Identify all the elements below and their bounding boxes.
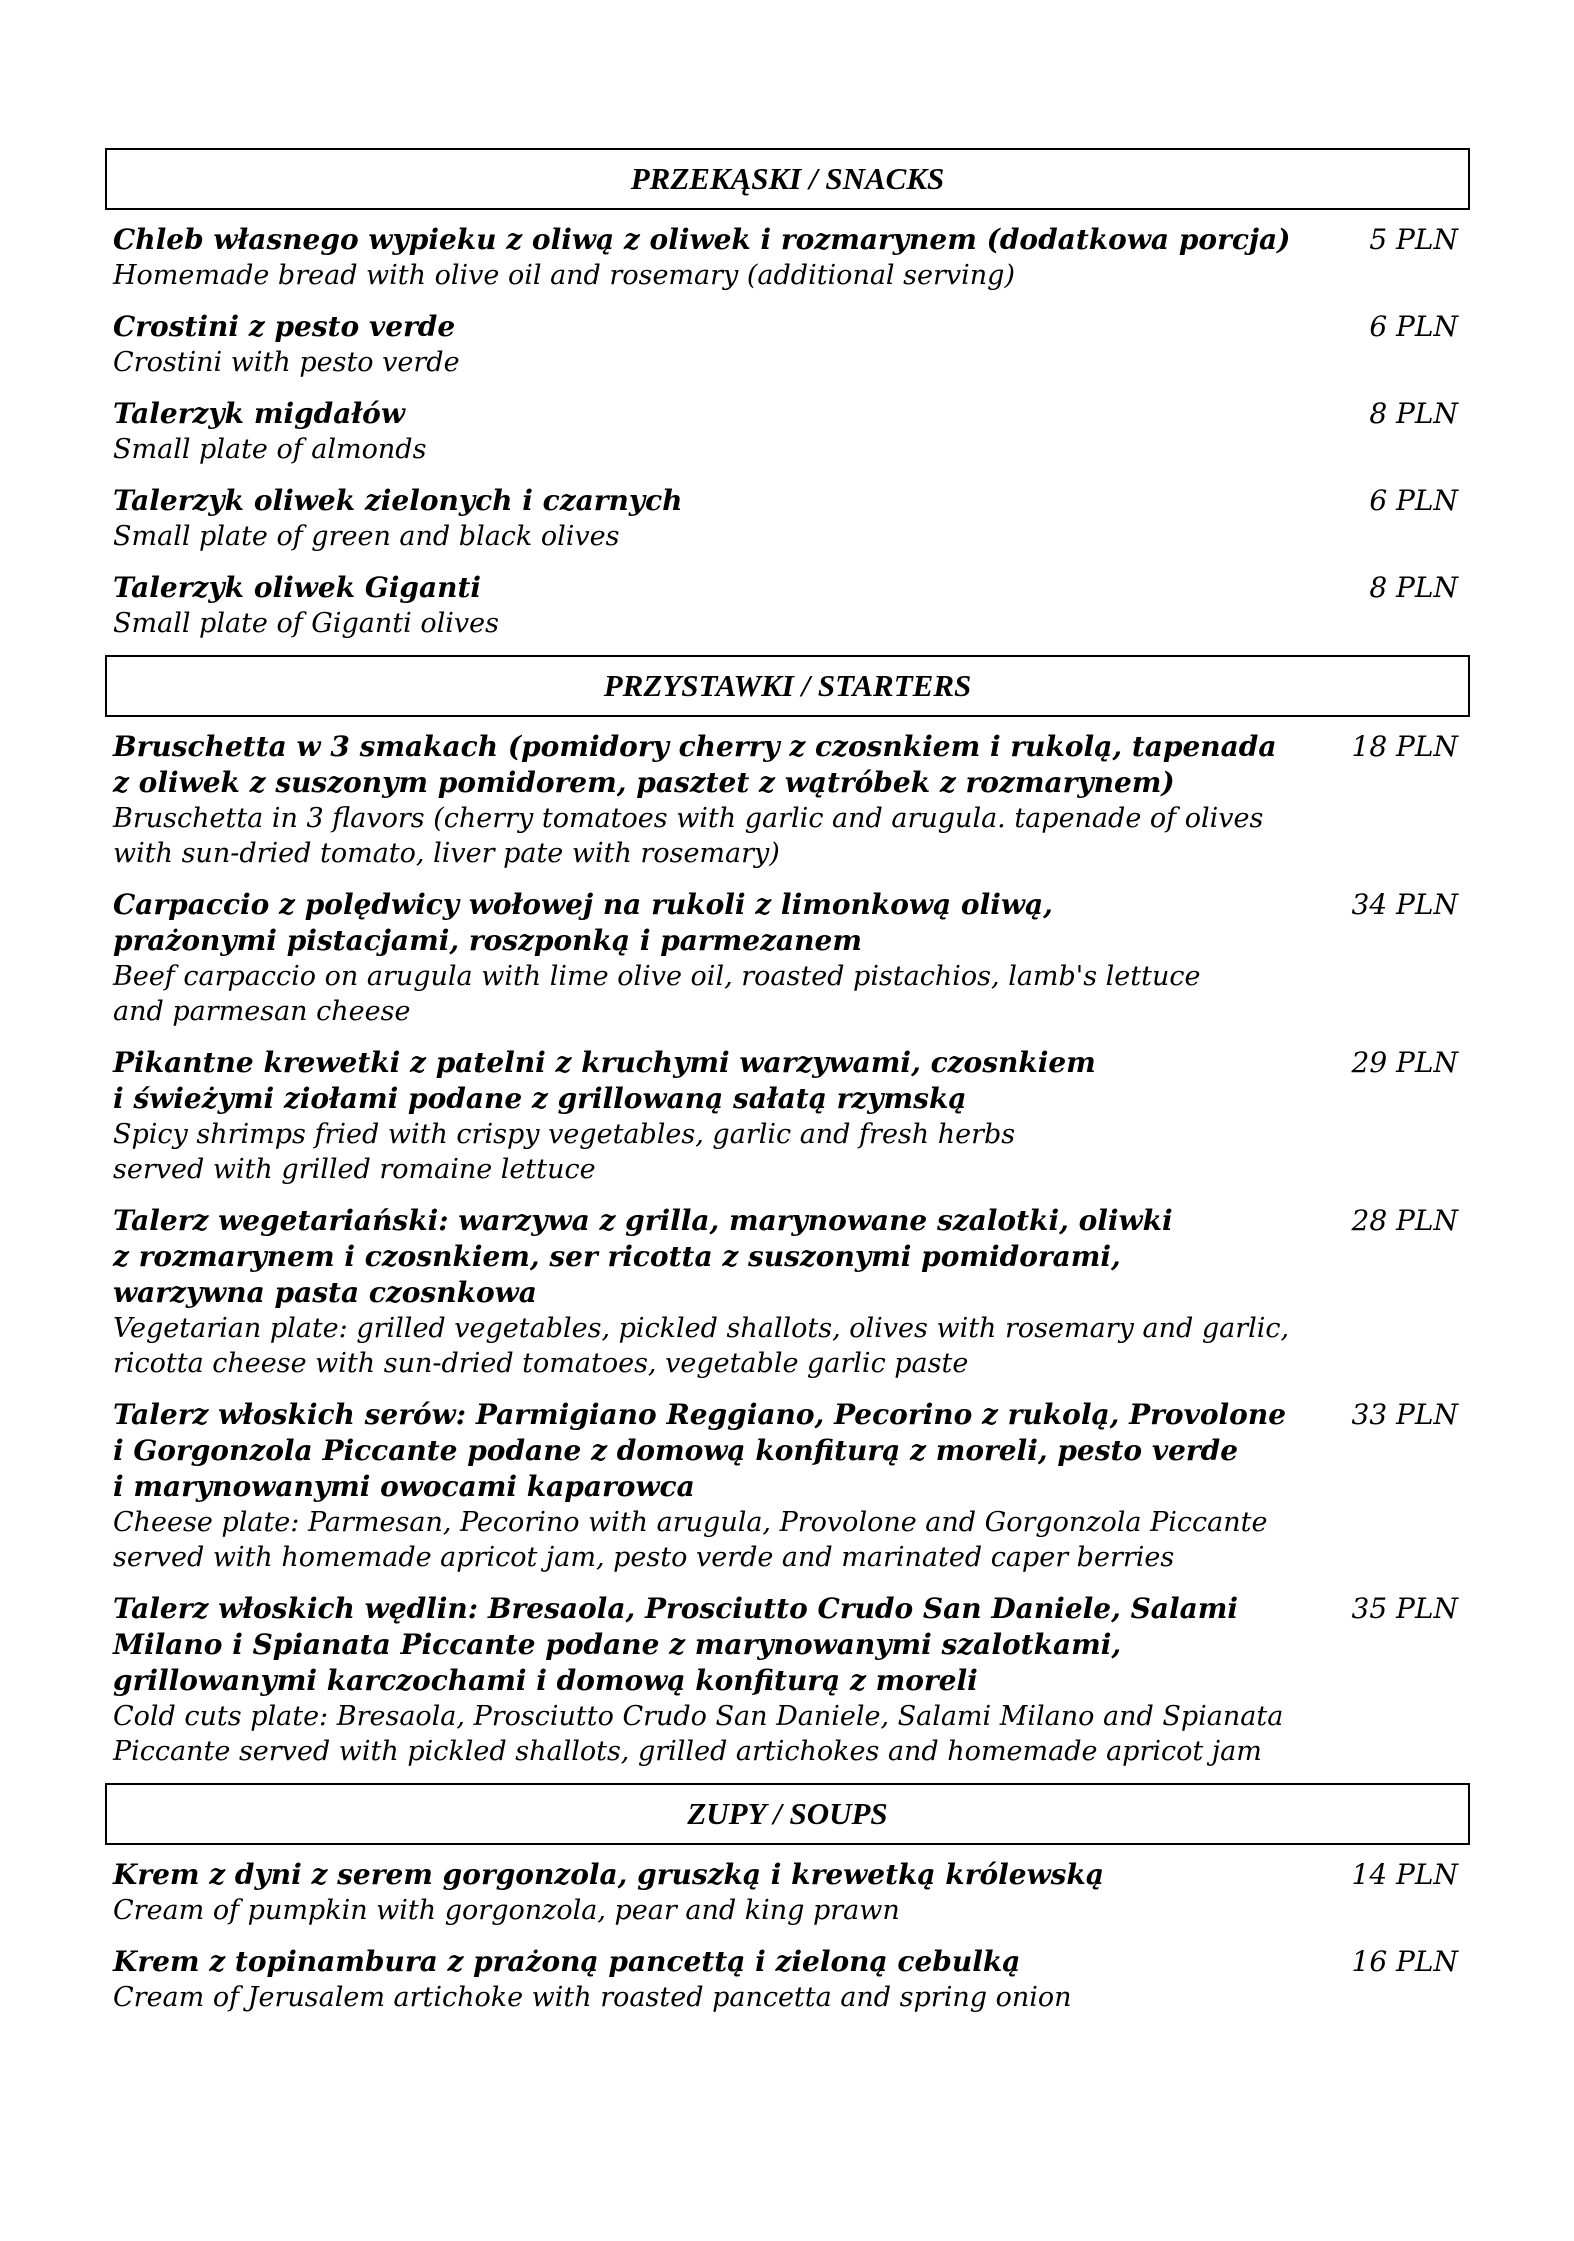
section-title: ZUPY / SOUPS (105, 1783, 1470, 1845)
dish-price: 8 PLN (1369, 397, 1458, 430)
menu-item (105, 570, 1470, 641)
dish-name-english: Crostini with pesto verde (113, 347, 460, 378)
menu-section (105, 655, 1470, 1769)
menu-item (105, 1203, 1470, 1381)
menu-item-list (105, 717, 1470, 1769)
dish-name-english: Beef carpaccio on arugula with lime olive oil, roasted pistachios, lamb's lettuce and parmesan cheese (113, 961, 1201, 1027)
menu-item-text (113, 309, 1313, 380)
menu-item-text (113, 1591, 1313, 1769)
menu-item-text (113, 1203, 1313, 1381)
menu-item-text (113, 1045, 1313, 1187)
dish-name-polish: Talerz włoskich wędlin: Bresaola, Prosciutto Crudo San Daniele, Salami Milano i Spianata Piccante podane z marynowanymi szalotkami, grillowanymi karczochami i domową konfiturą z moreli (113, 1592, 1238, 1697)
dish-name-english: Small plate of green and black olives (113, 521, 620, 552)
menu-item (105, 1944, 1470, 2015)
dish-price: 6 PLN (1369, 310, 1458, 343)
menu-item-list (105, 1845, 1470, 2015)
menu-item-text (113, 1944, 1313, 2015)
dish-name-english: Cheese plate: Parmesan, Pecorino with arugula, Provolone and Gorgonzola Piccante served with homemade apricot jam, pesto verde and marinated caper berries (113, 1507, 1268, 1573)
dish-name-english: Bruschetta in 3 flavors (cherry tomatoes with garlic and arugula. tapenade of olives with sun-dried tomato, liver pate with rosemary) (113, 803, 1264, 869)
menu-item (105, 396, 1470, 467)
menu-item (105, 222, 1470, 293)
menu-item-text (113, 1397, 1313, 1575)
dish-name-polish: Krem z dyni z serem gorgonzola, gruszką i krewetką królewską (113, 1858, 1104, 1891)
dish-price: 33 PLN (1351, 1398, 1458, 1431)
dish-name-polish: Talerzyk migdałów (113, 397, 405, 430)
section-title: PRZEKĄSKI / SNACKS (105, 148, 1470, 210)
dish-name-polish: Talerzyk oliwek zielonych i czarnych (113, 484, 683, 517)
menu-item (105, 483, 1470, 554)
dish-price: 35 PLN (1351, 1592, 1458, 1625)
menu-item-text (113, 396, 1313, 467)
menu-item-list (105, 210, 1470, 641)
menu-item-text (113, 887, 1313, 1029)
dish-price: 14 PLN (1351, 1858, 1458, 1891)
menu-item (105, 887, 1470, 1029)
menu-item-text (113, 570, 1313, 641)
dish-name-english: Spicy shrimps fried with crispy vegetables, garlic and fresh herbs served with grilled romaine lettuce (113, 1119, 1016, 1185)
menu-item-text (113, 1857, 1313, 1928)
dish-name-polish: Chleb własnego wypieku z oliwą z oliwek i rozmarynem (dodatkowa porcja) (113, 223, 1291, 256)
menu-item-text (113, 483, 1313, 554)
menu-item (105, 309, 1470, 380)
dish-name-polish: Talerz wegetariański: warzywa z grilla, marynowane szalotki, oliwki z rozmarynem i czosnkiem, ser ricotta z suszonymi pomidorami, warzywna pasta czosnkowa (113, 1204, 1173, 1309)
menu-item (105, 729, 1470, 871)
dish-name-english: Cold cuts plate: Bresaola, Prosciutto Crudo San Daniele, Salami Milano and Spianata Piccante served with pickled shallots, grilled artichokes and homemade apricot jam (113, 1701, 1284, 1767)
dish-name-english: Cream of pumpkin with gorgonzola, pear and king prawn (113, 1895, 900, 1926)
menu-item (105, 1591, 1470, 1769)
menu-item-text (113, 729, 1313, 871)
dish-price: 29 PLN (1351, 1046, 1458, 1079)
dish-name-polish: Crostini z pesto verde (113, 310, 456, 343)
dish-price: 18 PLN (1351, 730, 1458, 763)
menu-item (105, 1045, 1470, 1187)
dish-name-english: Small plate of almonds (113, 434, 427, 465)
dish-price: 16 PLN (1351, 1945, 1458, 1978)
dish-price: 6 PLN (1369, 484, 1458, 517)
menu-item (105, 1857, 1470, 1928)
dish-name-polish: Talerz włoskich serów: Parmigiano Reggiano, Pecorino z rukolą, Provolone i Gorgonzola Piccante podane z domową konfiturą z moreli, pesto verde i marynowanymi owocami kaparowca (113, 1398, 1287, 1503)
dish-name-polish: Pikantne krewetki z patelni z kruchymi warzywami, czosnkiem i świeżymi ziołami podane z grillowaną sałatą rzymską (113, 1046, 1096, 1115)
dish-name-english: Vegetarian plate: grilled vegetables, pickled shallots, olives with rosemary and garlic, ricotta cheese with sun-dried tomatoes, vegetable garlic paste (113, 1313, 1290, 1379)
dish-name-polish: Bruschetta w 3 smakach (pomidory cherry z czosnkiem i rukolą, tapenada z oliwek z suszonym pomidorem, pasztet z wątróbek z rozmarynem) (113, 730, 1277, 799)
dish-name-english: Cream of Jerusalem artichoke with roasted pancetta and spring onion (113, 1982, 1072, 2013)
dish-name-polish: Talerzyk oliwek Giganti (113, 571, 482, 604)
dish-name-polish: Krem z topinambura z prażoną pancettą i zieloną cebulką (113, 1945, 1021, 1978)
dish-price: 8 PLN (1369, 571, 1458, 604)
menu-section (105, 1783, 1470, 2015)
menu-item (105, 1397, 1470, 1575)
menu-item-text (113, 222, 1313, 293)
dish-name-english: Small plate of Giganti olives (113, 608, 499, 639)
menu-section (105, 148, 1470, 641)
menu-document (105, 148, 1470, 2015)
dish-price: 5 PLN (1369, 223, 1458, 256)
section-title: PRZYSTAWKI / STARTERS (105, 655, 1470, 717)
dish-price: 34 PLN (1351, 888, 1458, 921)
dish-name-polish: Carpaccio z polędwicy wołowej na rukoli z limonkową oliwą, prażonymi pistacjami, roszponką i parmezanem (113, 888, 1053, 957)
dish-name-english: Homemade bread with olive oil and rosemary (additional serving) (113, 260, 1015, 291)
dish-price: 28 PLN (1351, 1204, 1458, 1237)
